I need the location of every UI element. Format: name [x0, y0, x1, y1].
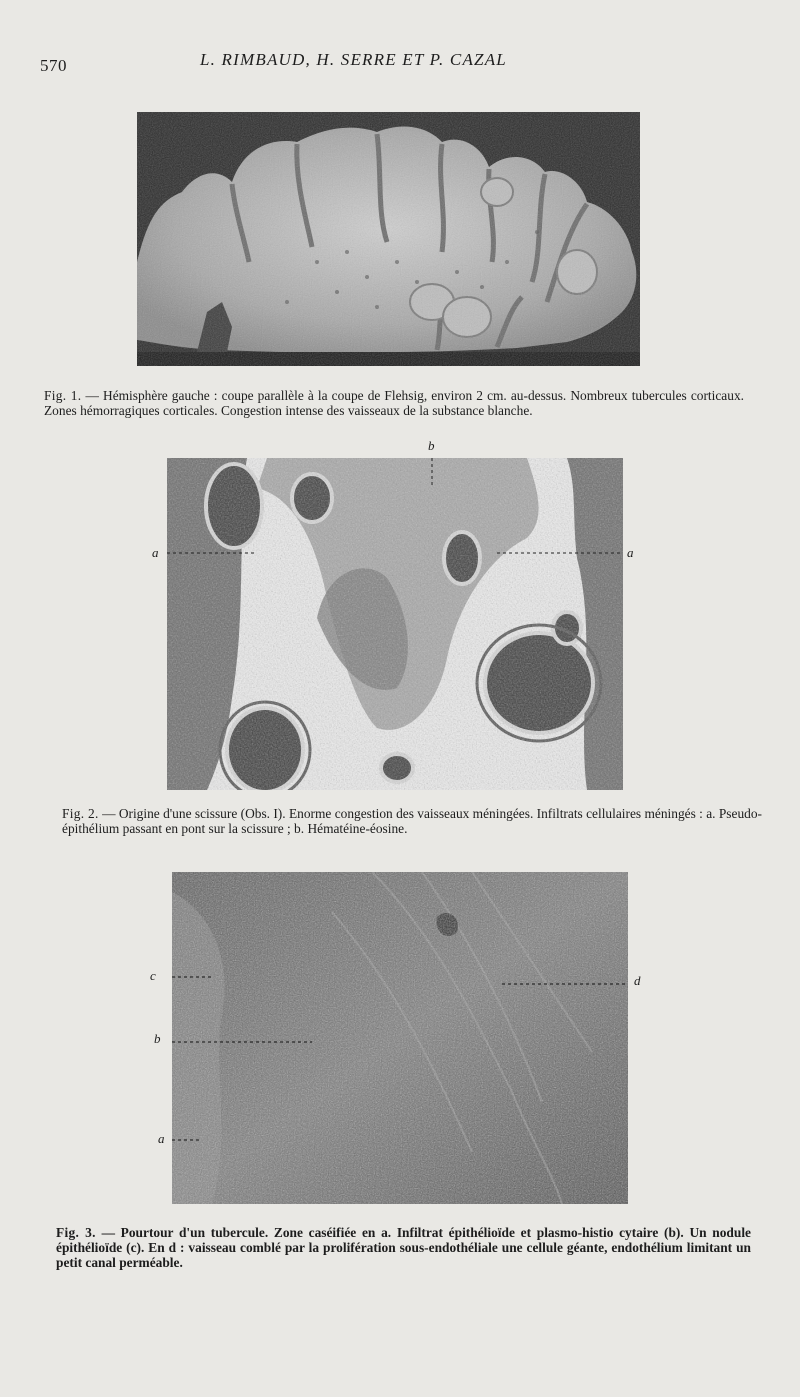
figure-2-label: Fig. 2.: [62, 806, 99, 821]
figure-3-label-d: d: [634, 973, 641, 988]
figure-2-label-a-left: a: [152, 545, 159, 560]
figure-1-photo: [137, 112, 640, 366]
figure-3-label-a: a: [158, 1131, 165, 1146]
figure-1-caption-text: — Hémisphère gauche : coupe parallèle à la coupe de Flehsig, environ 2 cm. au-dessus. Nombreux tubercules corticaux. Zones hémorragiques corticales. Congestion intense des vaisseaux de la substance blanche.: [44, 388, 744, 418]
figure-2-label-b: b: [428, 438, 435, 453]
figure-2-photo: [167, 458, 623, 790]
figure-1-caption: [44, 388, 744, 418]
figure-1-label: Fig. 1.: [44, 388, 82, 403]
figure-2-caption-text: — Origine d'une scissure (Obs. I). Enorme congestion des vaisseaux méningées. Infiltrats cellulaires méningés : a. Pseudo-épithélium passant en pont sur la scissure ; b. Hématéine-éosine.: [62, 806, 763, 836]
figure-3-caption-text: — Pourtour d'un tubercule. Zone caséifiée en a. Infiltrat épithélioïde et plasmo-histio cytaire (b). Un nodule épithélioïde (c). En d : vaisseau comblé par la prolifération sous-endothéliale une cellule géante, endothélium limitant un petit canal perméable.: [56, 1225, 751, 1270]
running-head: L. RIMBAUD, H. SERRE ET P. CAZAL: [200, 50, 507, 69]
page-number: 570: [40, 56, 67, 75]
figure-3-label: Fig. 3.: [56, 1225, 96, 1240]
figure-2-caption: [62, 806, 762, 836]
figure-2-label-a-right: a: [627, 545, 634, 560]
figure-3-label-c: c: [150, 968, 156, 983]
figure-3-caption: [56, 1225, 751, 1270]
figure-3-label-b: b: [154, 1031, 161, 1046]
figure-3-photo: [172, 872, 628, 1204]
